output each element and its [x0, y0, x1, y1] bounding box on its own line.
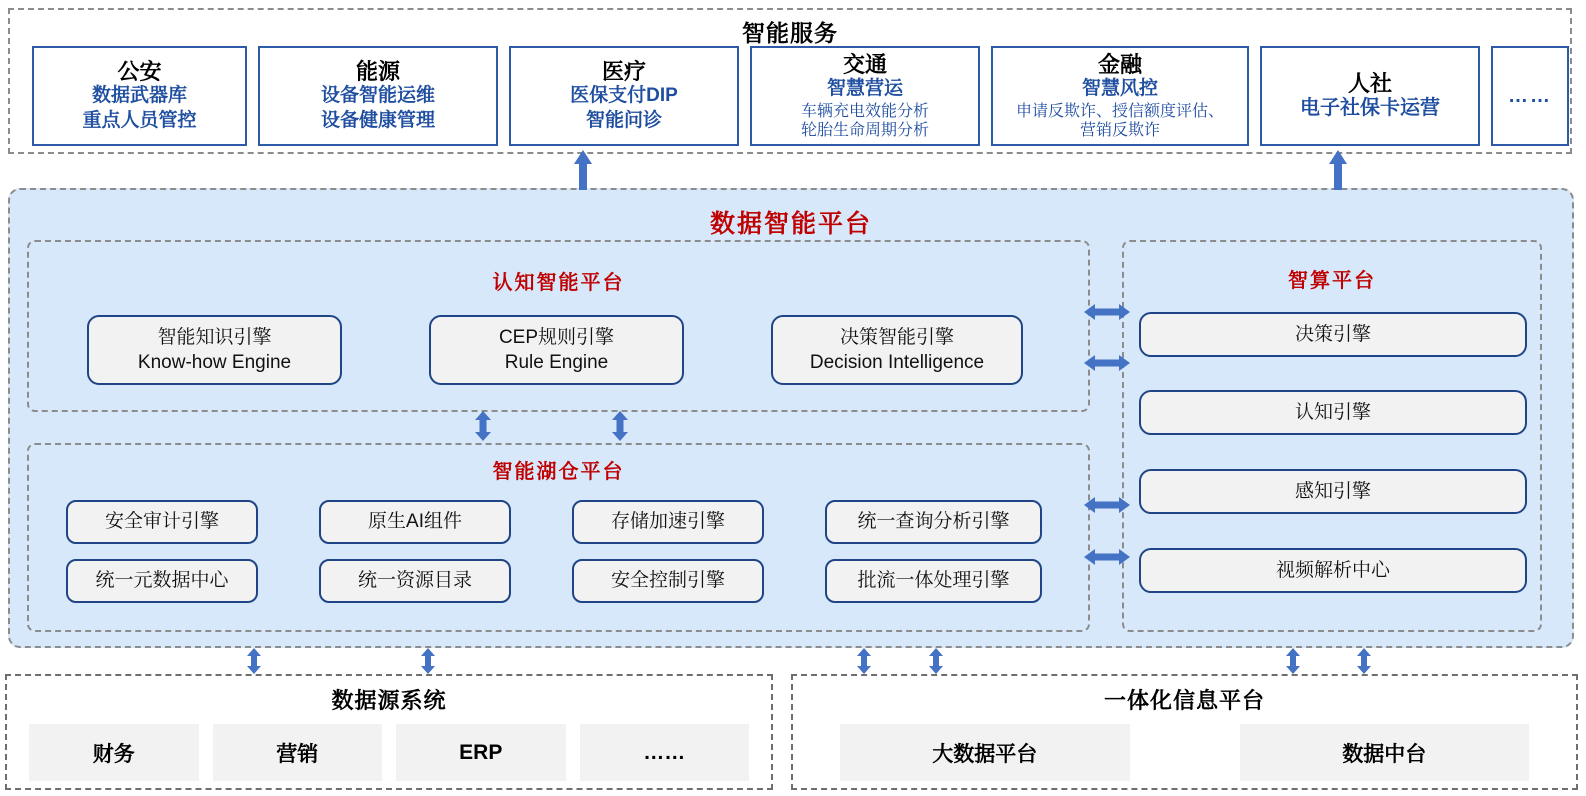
- integrated-info-platform: [791, 674, 1578, 790]
- engine-label-zh: 智能知识引擎: [157, 326, 272, 348]
- engine-box-knowhow: [87, 315, 342, 385]
- service-name: 金融: [1097, 52, 1142, 77]
- engine-box-unified-metadata: 统一元数据中心: [66, 559, 258, 603]
- double-arrow-vertical-icon: [1285, 648, 1301, 674]
- up-arrow-icon: [1329, 150, 1347, 190]
- services-section: [8, 8, 1572, 154]
- platform-title: 数据智能平台: [709, 210, 872, 238]
- service-line: 电子社保卡运营: [1300, 96, 1440, 119]
- data-source-systems: [5, 674, 773, 790]
- cognitive-platform-title: 认知智能平台: [492, 272, 625, 294]
- double-arrow-vertical-icon: [246, 648, 262, 674]
- data-source-row: [7, 724, 771, 781]
- source-box-finance-dept: 财务: [29, 724, 199, 781]
- service-box-more: [1491, 46, 1569, 146]
- double-arrow-vertical-icon: [611, 411, 629, 441]
- source-box-more: ……: [580, 724, 750, 781]
- service-name: 交通: [842, 52, 887, 77]
- computing-platform: [1122, 240, 1542, 632]
- engine-box-cep-rule: [429, 315, 684, 385]
- service-line: 智慧风控: [1081, 78, 1158, 100]
- service-box-social-security: [1260, 46, 1480, 146]
- cognitive-platform: [27, 240, 1090, 412]
- double-arrow-vertical-icon: [420, 648, 436, 674]
- double-arrow-horizontal-icon: [1084, 303, 1130, 321]
- service-name: 公安: [117, 59, 162, 85]
- engine-label-en: Know-how Engine: [137, 352, 292, 373]
- lakehouse-platform: [27, 443, 1090, 632]
- engine-box-unified-resource-catalog: 统一资源目录: [319, 559, 511, 603]
- info-box-bigdata-platform: 大数据平台: [840, 724, 1130, 781]
- engine-box-security-audit: 安全审计引擎: [66, 500, 258, 544]
- info-box-data-middle-platform: 数据中台: [1240, 724, 1530, 781]
- service-box-energy: [258, 46, 498, 146]
- service-line: 设备健康管理: [320, 109, 435, 131]
- integrated-info-row: [793, 724, 1576, 781]
- service-box-public-security: [32, 46, 247, 146]
- services-row: [32, 46, 1562, 146]
- engine-label-zh: 决策智能引擎: [839, 326, 954, 348]
- source-box-marketing: 营销: [213, 724, 383, 781]
- lakehouse-platform-title: 智能湖仓平台: [492, 461, 625, 483]
- engine-box-unified-query: 统一查询分析引擎: [825, 500, 1042, 544]
- integrated-info-title: 一体化信息平台: [1103, 688, 1265, 713]
- service-line: 设备智能运维: [320, 85, 435, 107]
- engine-label-zh: CEP规则引擎: [498, 326, 615, 348]
- engine-box-video-analysis: 视频解析中心: [1139, 548, 1527, 593]
- cognitive-engines-row: [29, 315, 1088, 385]
- engine-box-cognition: 认知引擎: [1139, 390, 1527, 435]
- up-arrow-icon: [574, 150, 592, 190]
- data-intelligence-platform: [8, 188, 1574, 648]
- service-line: 重点人员管控: [82, 109, 197, 131]
- engine-box-batch-stream: 批流一体处理引擎: [825, 559, 1042, 603]
- engine-box-decision: 决策引擎: [1139, 312, 1527, 357]
- service-name: 医疗: [601, 59, 646, 85]
- service-box-finance: [991, 46, 1249, 146]
- double-arrow-vertical-icon: [474, 411, 492, 441]
- service-subline: 申请反欺诈、授信额度评估、: [1015, 102, 1224, 120]
- engine-label-en: Decision Intelligence: [809, 352, 985, 373]
- service-subline: 营销反欺诈: [1079, 121, 1160, 139]
- service-box-transport: [750, 46, 980, 146]
- service-line: 数据武器库: [91, 85, 187, 107]
- computing-platform-title: 智算平台: [1288, 270, 1376, 292]
- double-arrow-vertical-icon: [1356, 648, 1372, 674]
- service-box-medical: [509, 46, 739, 146]
- engine-box-native-ai: 原生AI组件: [319, 500, 511, 544]
- service-subline: 车辆充电效能分析: [800, 102, 929, 120]
- double-arrow-vertical-icon: [928, 648, 944, 674]
- ellipsis-label: ……: [1508, 84, 1552, 107]
- service-line: 医保支付DIP: [570, 85, 678, 107]
- double-arrow-horizontal-icon: [1084, 354, 1130, 372]
- engine-box-perception: 感知引擎: [1139, 469, 1527, 514]
- data-source-title: 数据源系统: [331, 688, 447, 713]
- service-line: 智能问诊: [585, 109, 662, 131]
- service-name: 能源: [355, 59, 400, 85]
- double-arrow-horizontal-icon: [1084, 496, 1130, 514]
- service-subline: 轮胎生命周期分析: [800, 121, 929, 139]
- source-box-erp: ERP: [396, 724, 566, 781]
- engine-box-storage-acceleration: 存储加速引擎: [572, 500, 764, 544]
- services-title: 智能服务: [742, 20, 838, 46]
- service-name: 人社: [1347, 70, 1392, 96]
- engine-label-en: Rule Engine: [504, 352, 609, 373]
- engine-box-security-control: 安全控制引擎: [572, 559, 764, 603]
- double-arrow-vertical-icon: [856, 648, 872, 674]
- engine-box-decision-intelligence: [771, 315, 1023, 385]
- double-arrow-horizontal-icon: [1084, 548, 1130, 566]
- service-line: 智慧营运: [826, 78, 903, 100]
- lakehouse-engines-grid: [66, 500, 1042, 603]
